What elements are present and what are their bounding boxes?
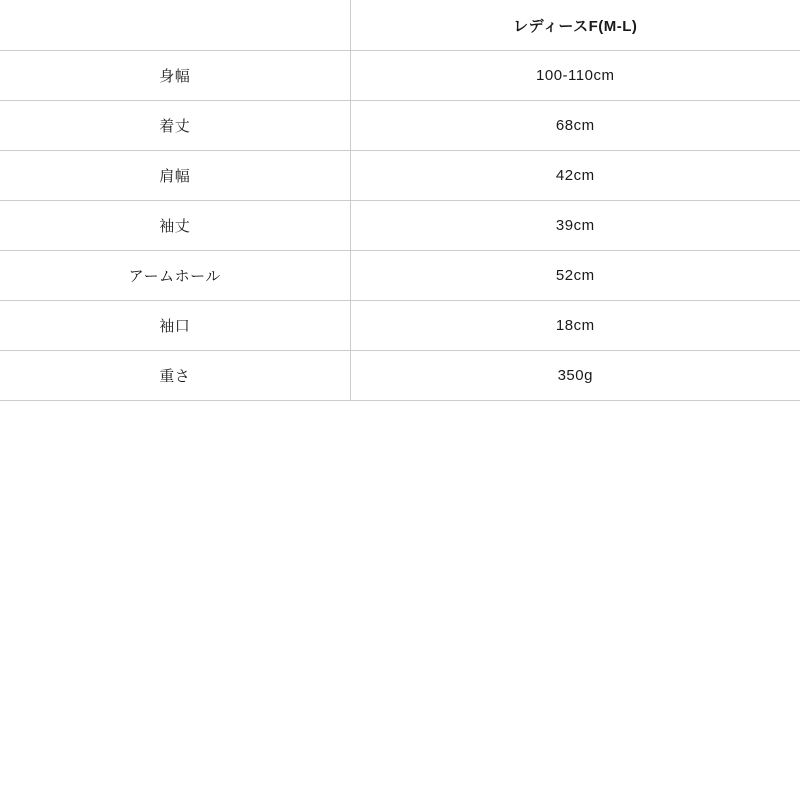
header-cell-blank [0, 0, 350, 51]
row-value-shoulder-width: 42cm [350, 151, 800, 201]
row-label-length: 着丈 [0, 101, 350, 151]
table-row [0, 51, 800, 101]
table-row [0, 251, 800, 301]
table-header [0, 0, 800, 51]
table-row [0, 301, 800, 351]
table-row [0, 201, 800, 251]
header-cell-size: レディースF(M-L) [350, 0, 800, 51]
row-label-body-width: 身幅 [0, 51, 350, 101]
row-label-sleeve-length: 袖丈 [0, 201, 350, 251]
row-label-armhole: アームホール [0, 251, 350, 301]
row-value-weight: 350g [350, 351, 800, 401]
table-row [0, 101, 800, 151]
table-row [0, 351, 800, 401]
row-value-armhole: 52cm [350, 251, 800, 301]
row-label-shoulder-width: 肩幅 [0, 151, 350, 201]
row-label-cuff: 袖口 [0, 301, 350, 351]
row-value-length: 68cm [350, 101, 800, 151]
row-value-sleeve-length: 39cm [350, 201, 800, 251]
row-value-body-width: 100-110cm [350, 51, 800, 101]
table-row [0, 151, 800, 201]
table-header-row [0, 0, 800, 51]
table-body [0, 51, 800, 401]
row-value-cuff: 18cm [350, 301, 800, 351]
row-label-weight: 重さ [0, 351, 350, 401]
